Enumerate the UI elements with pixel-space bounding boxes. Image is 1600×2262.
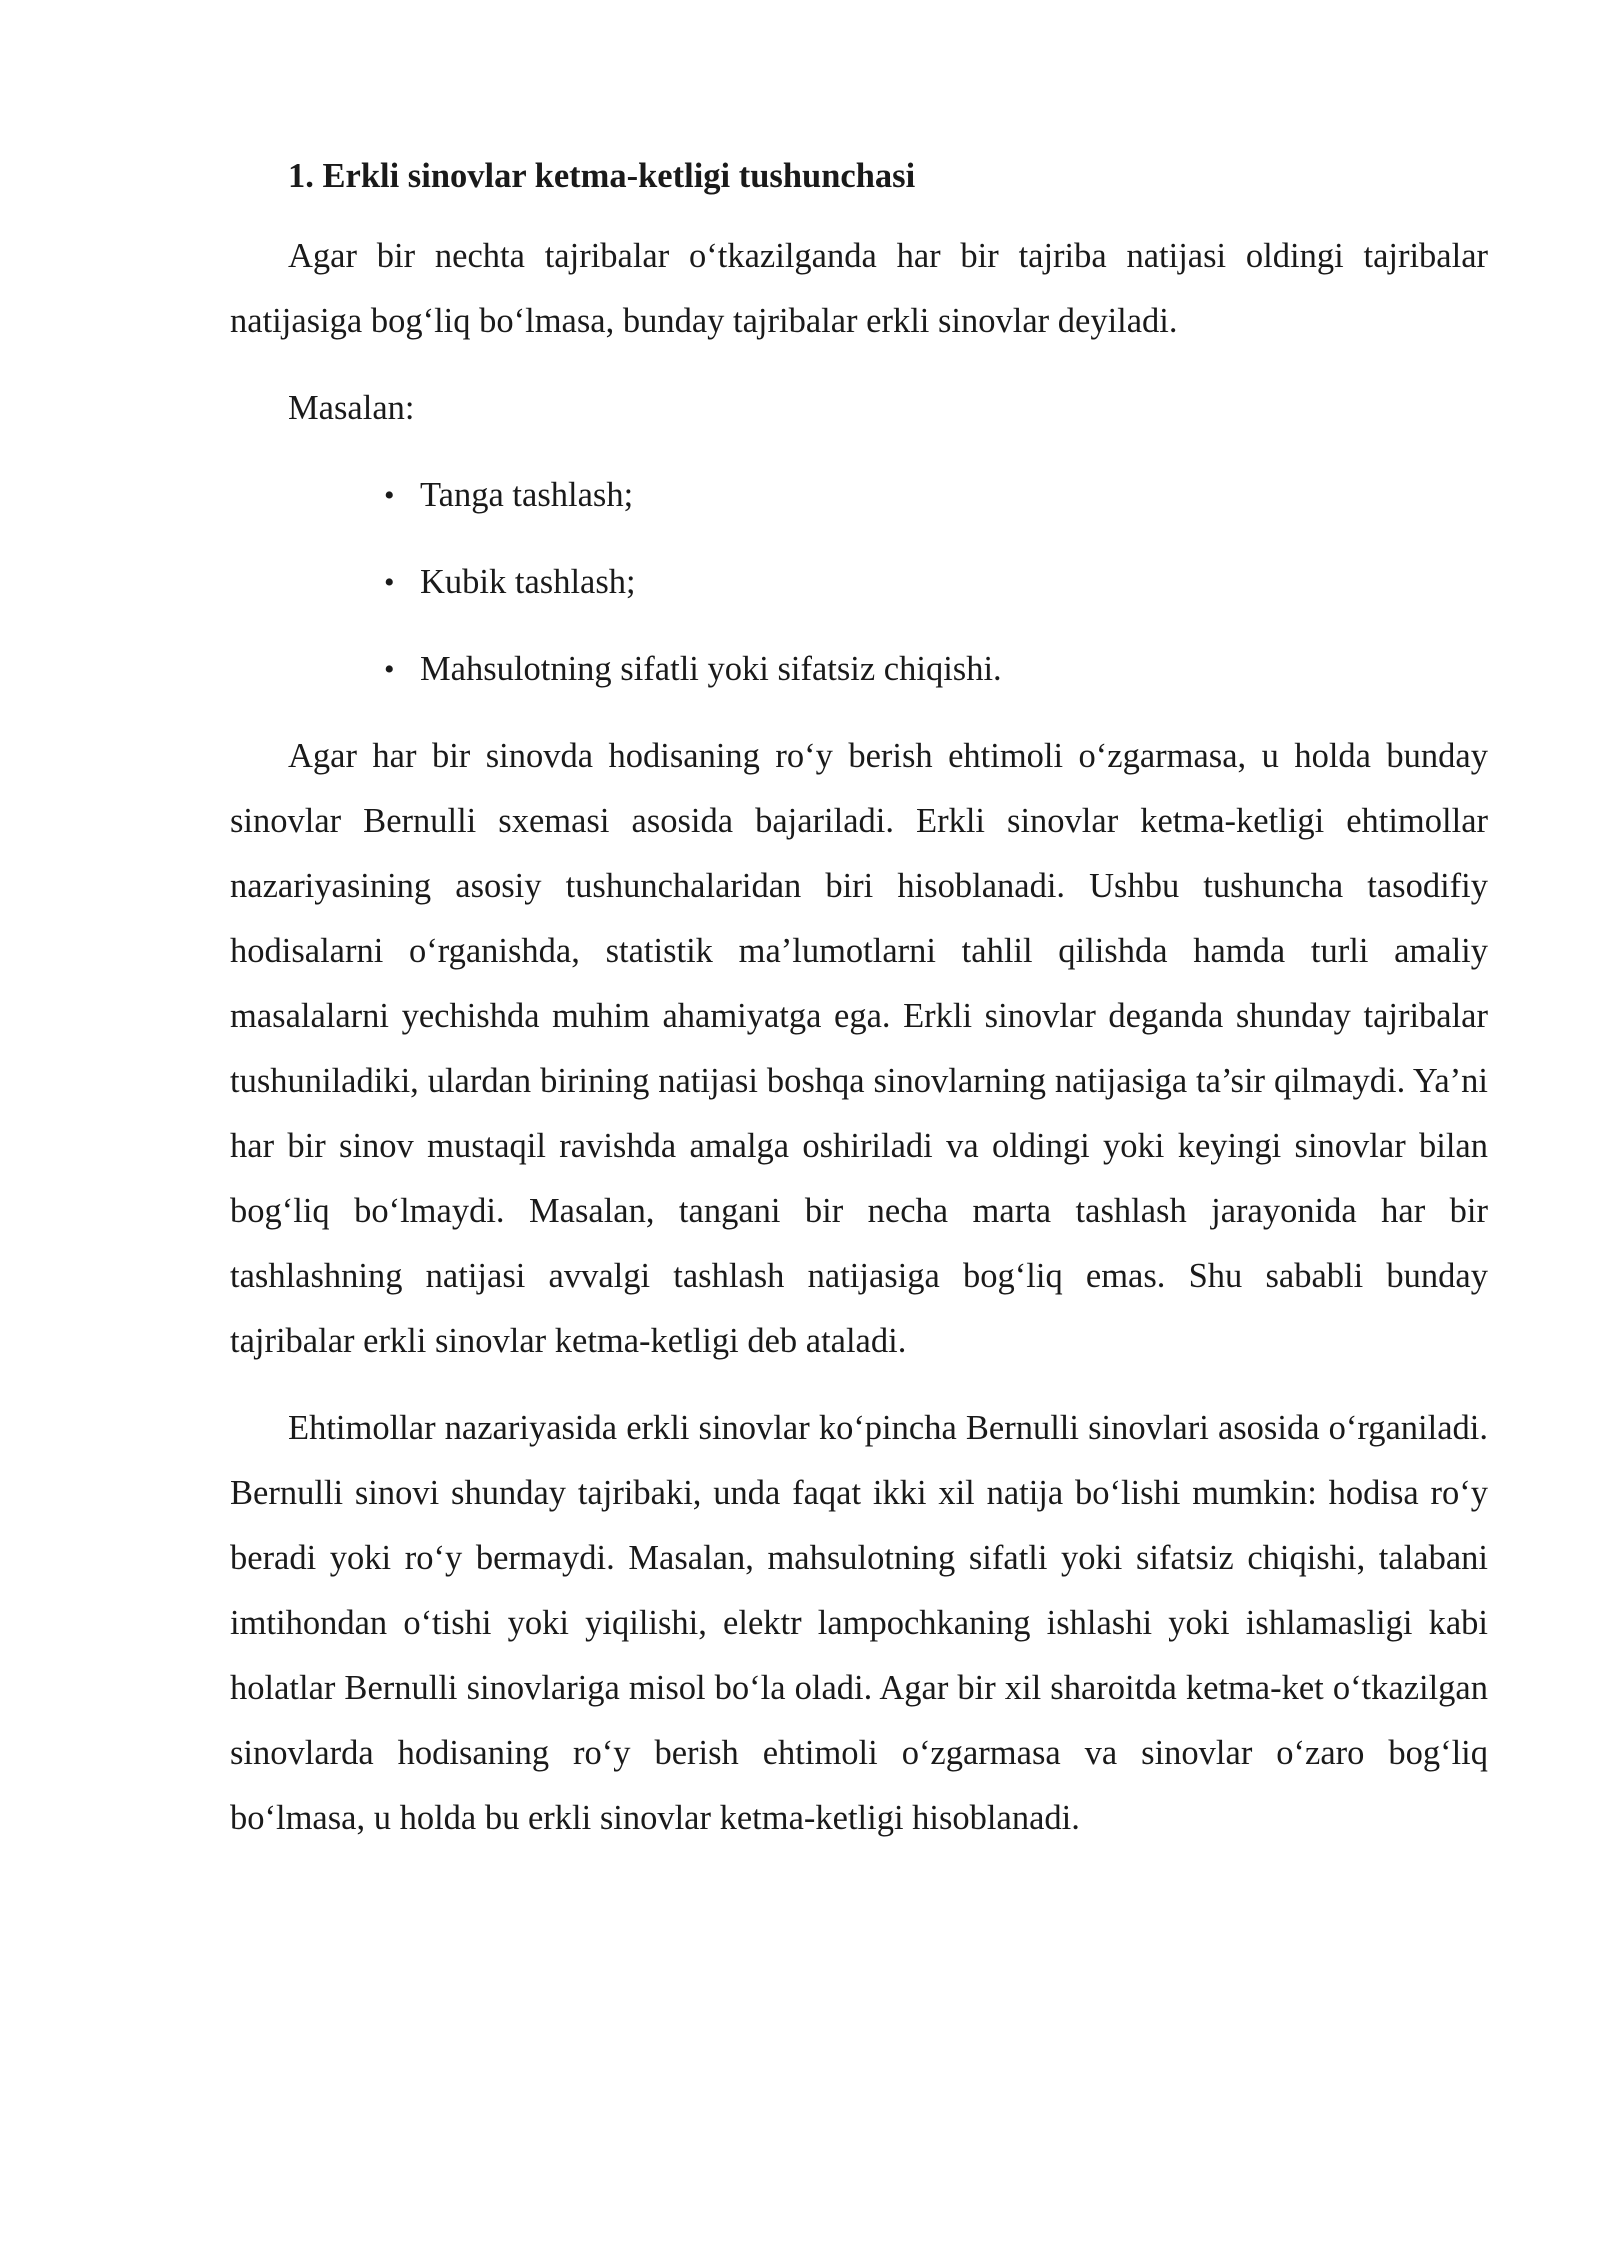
list-item-text: Tanga tashlash; bbox=[420, 476, 634, 514]
examples-list bbox=[230, 463, 1488, 702]
examples-label: Masalan: bbox=[288, 389, 415, 427]
bullet-icon: • bbox=[384, 479, 395, 512]
intro-paragraph: Agar bir nechta tajribalar o‘tkazilganda har bir tajriba natijasi oldingi tajribalar natijasiga bog‘liq bo‘lmasa, bunday tajribalar erkli sinovlar deyiladi. bbox=[230, 237, 1488, 340]
bullet-icon: • bbox=[384, 566, 395, 599]
bullet-icon: • bbox=[384, 653, 395, 686]
list-item-text: Kubik tashlash; bbox=[420, 563, 636, 601]
document-page bbox=[230, 150, 1488, 1873]
body-paragraph-2: Agar har bir sinovda hodisaning ro‘y berish ehtimoli o‘zgarmasa, u holda bunday sinovlar Bernulli sxemasi asosida bajariladi. Erkli sinovlar ketma-ketligi ehtimollar nazariyasining asosiy tushunchalaridan biri hisoblanadi. Ushbu tushuncha tasodifiy hodisalarni o‘rganishda, statistik ma’lumotlarni tahlil qilishda hamda turli amaliy masalalarni yechishda muhim ahamiyatga ega. Erkli sinovlar deganda shunday tajribalar tushuniladiki, ulardan birining natijasi boshqa sinovlarning natijasiga ta’sir qilmaydi. Ya’ni har bir sinov mustaqil ravishda amalga oshiriladi va oldingi yoki keyingi sinovlar bilan bog‘liq bo‘lmaydi. Masalan, tangani bir necha marta tashlash jarayonida har bir tashlashning natijasi avvalgi tashlash natijasiga bog‘liq emas. Shu sababli bunday tajribalar erkli sinovlar ketma-ketligi deb ataladi. bbox=[230, 737, 1488, 1360]
section-heading: 1. Erkli sinovlar ketma-ketligi tushunchasi bbox=[288, 157, 916, 195]
list-item bbox=[230, 463, 1488, 528]
list-item bbox=[230, 550, 1488, 615]
list-item bbox=[230, 637, 1488, 702]
body-paragraph-3: Ehtimollar nazariyasida erkli sinovlar ko‘pincha Bernulli sinovlari asosida o‘rganiladi. Bernulli sinovi shunday tajribaki, unda faqat ikki xil natija bo‘lishi mumkin: hodisa ro‘y beradi yoki ro‘y bermaydi. Masalan, mahsulotning sifatli yoki sifatsiz chiqishi, talabani imtihondan o‘tishi yoki yiqilishi, elektr lampochkaning ishlashi yoki ishlamasligi kabi holatlar Bernulli sinovlariga misol bo‘la oladi. Agar bir xil sharoitda ketma-ket o‘tkazilgan sinovlarda hodisaning ro‘y berish ehtimoli o‘zgarmasa va sinovlar o‘zaro bog‘liq bo‘lmasa, u holda bu erkli sinovlar ketma-ketligi hisoblanadi. bbox=[230, 1409, 1488, 1837]
list-item-text: Mahsulotning sifatli yoki sifatsiz chiqishi. bbox=[420, 650, 1002, 688]
